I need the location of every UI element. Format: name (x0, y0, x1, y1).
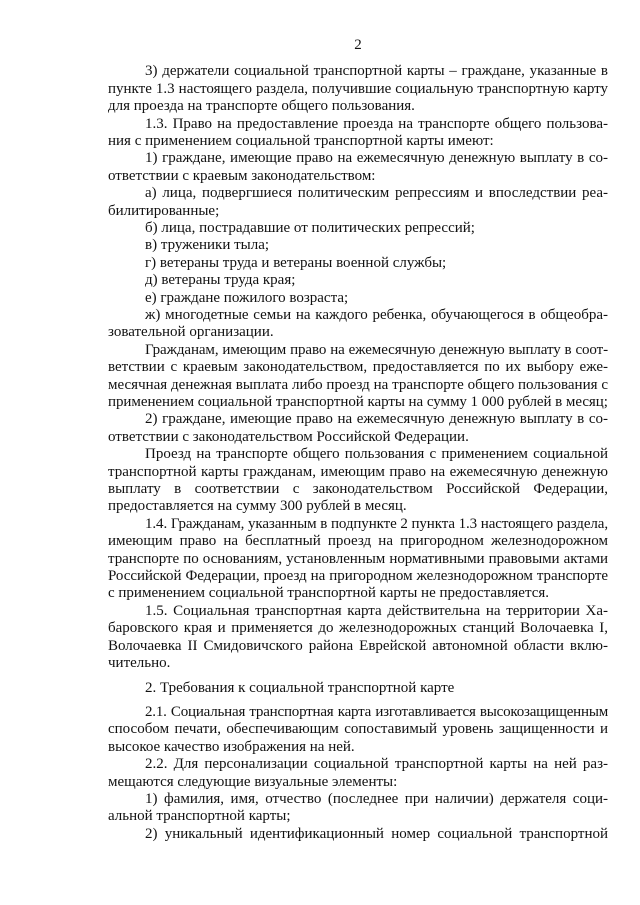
list-item-d (108, 272, 608, 289)
text-line: в) труженики тыла; (145, 237, 270, 254)
text-line: 2.1. Социальная транспортная карта изготавливается высокозащищенным (145, 703, 608, 720)
text-line: транспорте по основаниям, установленным нормативными правовыми актами (108, 550, 608, 567)
text-line: 1) граждане, имеющие право на ежемесячную денежную выплату в со- (145, 150, 608, 167)
text-line: д) ветераны труда края; (145, 272, 296, 289)
paragraph-2-2-personalization (108, 756, 608, 791)
text-line: а) лица, подвергшиеся политическим репрессиям и впоследствии реа- (145, 185, 608, 202)
section-heading: 2. Требования к социальной транспортной карте (145, 679, 455, 696)
text-line: предоставляется на сумму 300 рублей в месяц. (108, 498, 407, 515)
document-body (108, 63, 608, 843)
text-line: для проезда на транспорте общего пользования. (108, 98, 415, 115)
text-line: ж) многодетные семьи на каждого ребенка, обучающегося в общеобра- (145, 306, 608, 323)
text-line: ответствии с законодательством Российской Федерации. (108, 428, 469, 445)
paragraph-1-3-eligibility (108, 116, 608, 151)
text-line: е) граждане пожилого возраста; (145, 289, 349, 306)
text-line: 1.5. Социальная транспортная карта действительна на территории Ха- (145, 602, 608, 619)
text-line: 2.2. Для персонализации социальной транспортной карты на ней раз- (145, 756, 608, 773)
text-line: г) ветераны труда и ветераны военной службы; (145, 254, 447, 271)
list-item-e (108, 290, 608, 307)
list-item-1-full-name (108, 791, 608, 826)
text-line: 2) уникальный идентификационный номер социальной транспортной (145, 825, 608, 842)
text-line: 3) держатели социальной транспортной карты – граждане, указанные в (145, 63, 608, 80)
paragraph-1-4-suburban-rail (108, 516, 608, 603)
text-line: с применением социальной транспортной карты не предоставляется. (108, 585, 550, 602)
paragraph-federal-beneficiaries (108, 411, 608, 446)
text-line: чительно. (108, 655, 171, 672)
paragraph-regional-choice (108, 342, 608, 412)
text-line: высокое качество изображения на ней. (108, 738, 355, 755)
text-line: 1.3. Право на предоставление проезда на транспорте общего пользова- (145, 115, 608, 132)
list-item-v (108, 237, 608, 254)
text-line: Проезд на транспорте общего пользования с применением социальной (145, 446, 608, 463)
text-line: Волочаевка II Смидовичского района Еврейской автономной области вклю- (108, 637, 608, 654)
text-line: применением социальной транспортной карты на сумму 1 000 рублей в месяц; (108, 394, 608, 411)
text-line: 1.4. Гражданам, указанным в подпункте 2 пункта 1.3 настоящего раздела, (145, 515, 608, 532)
text-line: пункте 1.3 настоящего раздела, получившие социальную транспортную карту (108, 80, 608, 97)
text-line: Российской Федерации, проезд на пригородном железнодорожном транспорте (108, 568, 608, 585)
text-line: зовательной организации. (108, 324, 274, 341)
list-item-2-unique-id (108, 826, 608, 843)
text-line: способом печати, обеспечивающим сопоставимый уровень защищенности и (108, 721, 608, 738)
paragraph-1-5-validity (108, 603, 608, 673)
list-item-zh (108, 307, 608, 342)
text-line: б) лица, пострадавшие от политических репрессий; (145, 219, 475, 236)
text-line: ния с применением социальной транспортной карты имеют: (108, 132, 494, 149)
list-item-g (108, 255, 608, 272)
text-line: выплату в соответствии с законодательством Российской Федерации, (108, 481, 608, 498)
text-line: 2) граждане, имеющие право на ежемесячную денежную выплату в со- (145, 411, 608, 428)
text-line: билитированные; (108, 202, 220, 219)
paragraph-2-1-printing (108, 704, 608, 756)
text-line: ветствии с краевым законодательством, предоставляется по их выбору еже- (108, 359, 608, 376)
text-line: 1) фамилия, имя, отчество (последнее при наличии) держателя соци- (145, 790, 608, 807)
text-line: мещаются следующие визуальные элементы: (108, 773, 398, 790)
text-line: транспортной карты гражданам, имеющим право на ежемесячную денежную (108, 463, 608, 480)
text-line: баровского края и применяется до железнодорожных станций Волочаевка I, (108, 620, 608, 637)
text-line: ответствии с краевым законодательством: (108, 167, 376, 184)
paragraph-federal-travel (108, 446, 608, 516)
list-item-a (108, 185, 608, 220)
page-number: 2 (354, 37, 362, 53)
text-line: месячная денежная выплата либо проезд на транспорте общего пользования с (108, 376, 608, 393)
list-item-b (108, 220, 608, 237)
paragraph-card-holders (108, 63, 608, 115)
text-line: Гражданам, имеющим право на ежемесячную денежную выплату в соот- (145, 341, 608, 358)
paragraph-regional-beneficiaries (108, 150, 608, 185)
text-line: альной транспортной карты; (108, 808, 291, 825)
text-line: имеющим право на бесплатный проезд на пригородном железнодорожном (108, 533, 608, 550)
